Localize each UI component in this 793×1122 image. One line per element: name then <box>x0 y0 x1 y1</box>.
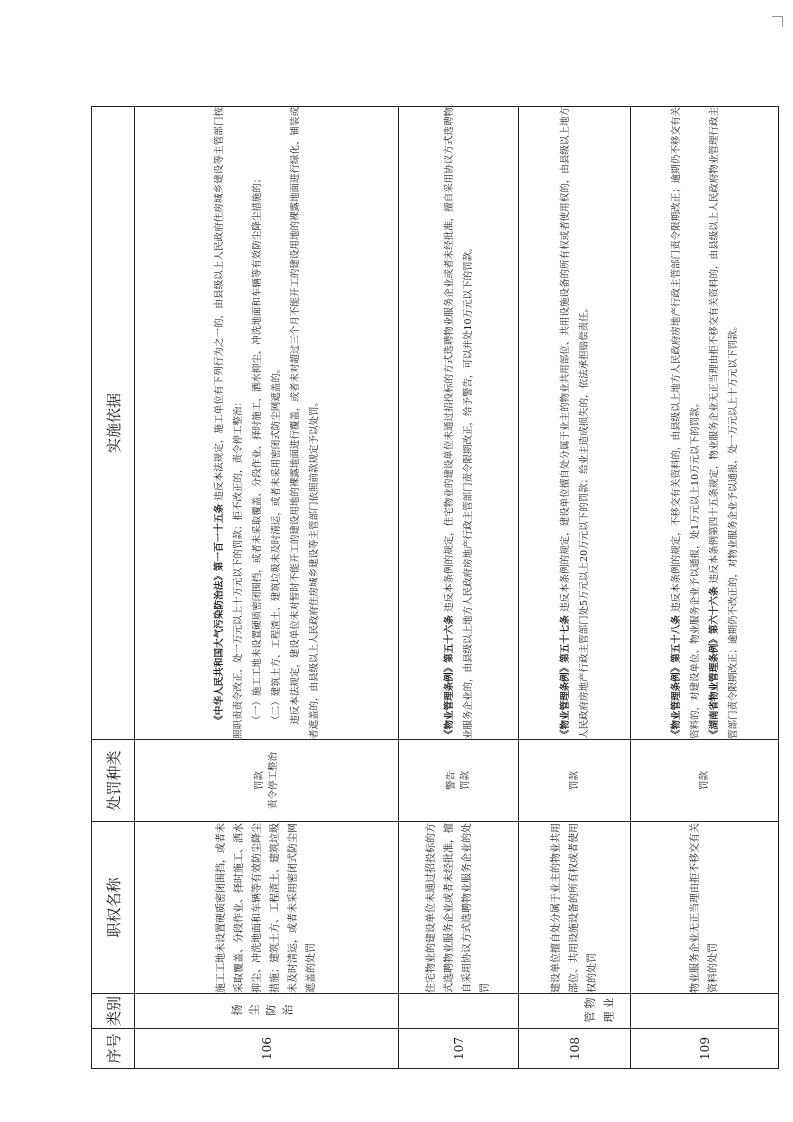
row-penalty: 罚款 <box>519 740 631 822</box>
header-name: 职权名称 <box>92 822 135 994</box>
category-label: 扬尘防治 <box>230 1004 299 1017</box>
header-row <box>92 107 135 1069</box>
law-text: 违反本法规定，施工单位有下列行为之一的，由县级以上人民政府住房城乡建设等主管部门按照职责责令改正，处一万元以上十万元以下的罚款；拒不改正的，责令停工整治： <box>213 107 244 739</box>
row-seq: 107 <box>399 1029 519 1069</box>
law-text: 违反本法规定，建设单位未对暂时不能开工的建设用地的裸露地面进行覆盖，或者未对超过三个月不能开工的建设用地的裸露地面进行绿化、铺装或者遮盖的，由县级以上人民政府住房城乡建设等主管部门依照前款规定予以处罚。 <box>289 107 320 739</box>
header-basis: 实施依据 <box>92 107 135 740</box>
category-label: 物业管理 <box>583 997 622 1024</box>
law-citation: 《物业管理条例》第五十七条 <box>559 615 571 739</box>
table-row <box>631 107 779 1069</box>
law-citation: 《物业管理条例》第五十六条 <box>443 615 455 739</box>
row-category <box>135 994 399 1029</box>
row-name: 住宅物业的建设单位未通过招投标的方式选聘物业服务企业或者未经批准，擅自采用协议方式选聘物业服务企业的处罚 <box>399 822 519 994</box>
row-name: 物业服务企业无正当理由拒不移交有关资料的处罚 <box>631 822 779 994</box>
law-citation: 《物业管理条例》第五十八条 <box>670 615 682 739</box>
row-basis <box>135 107 399 740</box>
row-category <box>399 994 519 1029</box>
header-penalty: 处罚种类 <box>92 740 135 822</box>
powers-table <box>91 106 779 1069</box>
law-citation: 《中华人民共和国大气污染防治法》第一百一十五条 <box>213 503 225 725</box>
row-category <box>631 994 779 1029</box>
row-basis <box>519 107 631 740</box>
row-basis <box>631 107 779 740</box>
row-basis <box>399 107 519 740</box>
row-category <box>519 994 631 1029</box>
law-text: 违反本条例的规定，住宅物业的建设单位未通过招投标的方式选聘物业服务企业或者未经批准，擅自采用协议方式选聘物业服务企业的，由县级以上地方人民政府房地产行政主管部门责令限期改正，给予警告，可以并处10万元以下的罚款。 <box>443 107 474 739</box>
table-row <box>399 107 519 1069</box>
scan-corner-mark <box>772 16 783 27</box>
row-name: 建设单位擅自处分属于业主的物业共用部位、共用设施设备的所有权或者使用权的处罚 <box>519 822 631 994</box>
row-seq: 108 <box>519 1029 631 1069</box>
law-text: 违反本条例第四十五条规定，物业服务企业无正当理由拒不移交有关资料的，由县级以上人民政府物业管理行政主管部门责令限期改正；逾期仍不改正的，对物业服务企业予以通报，处一万元以上十万元以下罚款。 <box>708 107 739 739</box>
row-penalty: 罚款 <box>631 740 779 822</box>
law-text: 违反本条例的规定，建设单位擅自处分属于业主的物业共用部位、共用设施设备的所有权或者使用权的，由县级以上地方人民政府房地产行政主管部门处5万元以上20万元以下的罚款；给业主造成损失的，依法承担赔偿责任。 <box>559 107 590 739</box>
row-name: 施工工地未设置硬质密闭围挡，或者未采取覆盖、分段作业、择时施工、洒水抑尘、冲洗地面和车辆等有效防尘降尘措施；建筑土方、工程渣土、建筑垃圾未及时清运，或者未采用密闭式防尘网遮盖的处罚 <box>135 822 399 994</box>
row-seq: 109 <box>631 1029 779 1069</box>
header-category: 类别 <box>92 994 135 1029</box>
table-row <box>519 107 631 1069</box>
row-penalty: 警告 罚款 <box>399 740 519 822</box>
law-text: （二）建筑土方、工程渣土、建筑垃圾未及时清运，或者未采用密闭式防尘网遮盖的。 <box>270 363 282 725</box>
law-text: 违反本条例的规定，不移交有关资料的，由县级以上地方人民政府房地产行政主管部门责令限期改正；逾期仍不移交有关资料的，对建设单位、物业服务企业予以通报，处1万元以上10万元以下的罚款。 <box>670 107 701 739</box>
row-seq: 106 <box>135 1029 399 1069</box>
row-penalty: 罚款 责令停工整治 <box>135 740 399 822</box>
table-row <box>135 107 399 1069</box>
rotated-page <box>91 107 777 1069</box>
law-citation: 《湖南省物业管理条例》第六十六条 <box>708 586 720 739</box>
law-text: （一）施工工地未设置硬质密闭围挡，或者未采取覆盖、分段作业、择时施工、洒水抑尘、冲洗地面和车辆等有效防尘降尘措施的； <box>251 173 263 725</box>
header-seq: 序号 <box>92 1029 135 1069</box>
